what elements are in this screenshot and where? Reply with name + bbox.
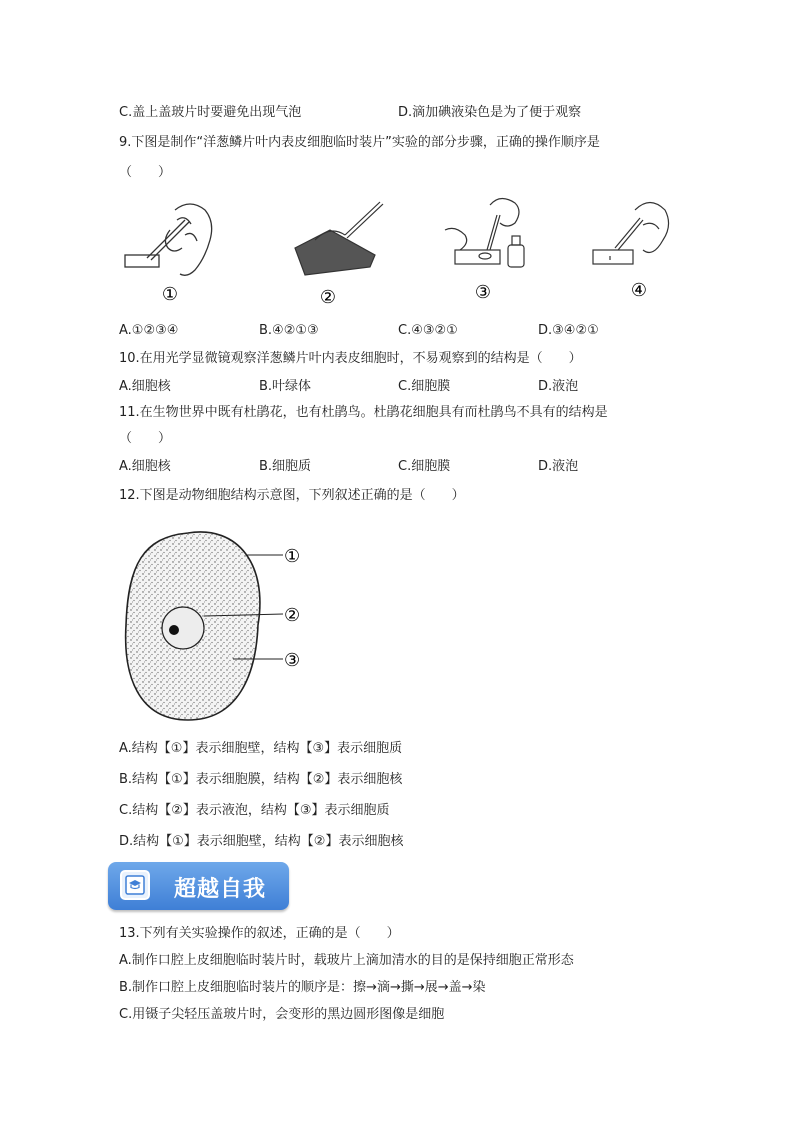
q9-paren: （ ）: [119, 165, 172, 180]
cell-nucleolus: [169, 625, 179, 635]
q10-stem: 10.在用光学显微镜观察洋葱鳞片叶内表皮细胞时，不易观察到的结构是（ ）: [119, 351, 582, 366]
q8-option-d: D.滴加碘液染色是为了便于观察: [398, 105, 582, 120]
q9-option-a: A.①②③④: [119, 323, 179, 338]
q11-option-d: D.液泡: [538, 459, 579, 474]
step1-illustration: [125, 204, 212, 275]
q12-option-b: B.结构【①】表示细胞膜，结构【②】表示细胞核: [119, 772, 403, 787]
cell-nucleus: [162, 607, 204, 649]
q10-option-c: C.细胞膜: [398, 379, 451, 394]
q13-stem: 13.下列有关实验操作的叙述，正确的是（ ）: [119, 926, 400, 941]
q9-procedure-figure: [115, 190, 700, 315]
step4-illustration: [593, 203, 669, 265]
q12-option-d: D.结构【①】表示细胞壁，结构【②】表示细胞核: [119, 834, 404, 849]
q13-option-a: A.制作口腔上皮细胞临时装片时，载玻片上滴加清水的目的是保持细胞正常形态: [119, 953, 574, 968]
label-3: ③: [284, 650, 301, 671]
section-title: 超越自我: [174, 877, 267, 902]
step4-label: ④: [630, 280, 648, 301]
step1-label: ①: [161, 284, 179, 305]
q13-option-b: B.制作口腔上皮细胞临时装片的顺序是：擦→滴→撕→展→盖→染: [119, 980, 486, 995]
q9-stem: 9.下图是制作“洋葱鳞片叶内表皮细胞临时装片”实验的部分步骤，正确的操作顺序是: [119, 135, 600, 150]
q11-paren: （ ）: [119, 431, 172, 446]
q11-option-c: C.细胞膜: [398, 459, 451, 474]
q10-option-d: D.液泡: [538, 379, 579, 394]
q12-option-c: C.结构【②】表示液泡，结构【③】表示细胞质: [119, 803, 390, 818]
step2-illustration: [295, 202, 383, 275]
step3-illustration: [445, 198, 524, 267]
q10-option-a: A.细胞核: [119, 379, 171, 394]
q11-option-a: A.细胞核: [119, 459, 171, 474]
q13-option-c: C.用镊子尖轻压盖玻片时，会变形的黑边圆形图像是细胞: [119, 1007, 445, 1022]
q11-option-b: B.细胞质: [259, 459, 312, 474]
q12-option-a: A.结构【①】表示细胞壁，结构【③】表示细胞质: [119, 741, 403, 756]
q9-option-b: B.④②①③: [259, 323, 319, 338]
q9-option-c: C.④③②①: [398, 323, 458, 338]
label-1: ①: [284, 546, 301, 567]
q11-stem: 11.在生物世界中既有杜鹃花，也有杜鹃鸟。杜鹃花细胞具有而杜鹃鸟不具有的结构是: [119, 405, 608, 420]
q9-option-d: D.③④②①: [538, 323, 599, 338]
step2-label: ②: [319, 287, 337, 308]
q8-option-c: C.盖上盖玻片时要避免出现气泡: [119, 105, 302, 120]
label-2: ②: [284, 605, 301, 626]
book-graduation-icon: [120, 870, 150, 900]
q10-option-b: B.叶绿体: [259, 379, 312, 394]
section-badge: [108, 862, 289, 910]
animal-cell-diagram: [118, 525, 318, 730]
step3-label: ③: [474, 282, 492, 303]
q12-stem: 12.下图是动物细胞结构示意图，下列叙述正确的是（ ）: [119, 488, 465, 503]
